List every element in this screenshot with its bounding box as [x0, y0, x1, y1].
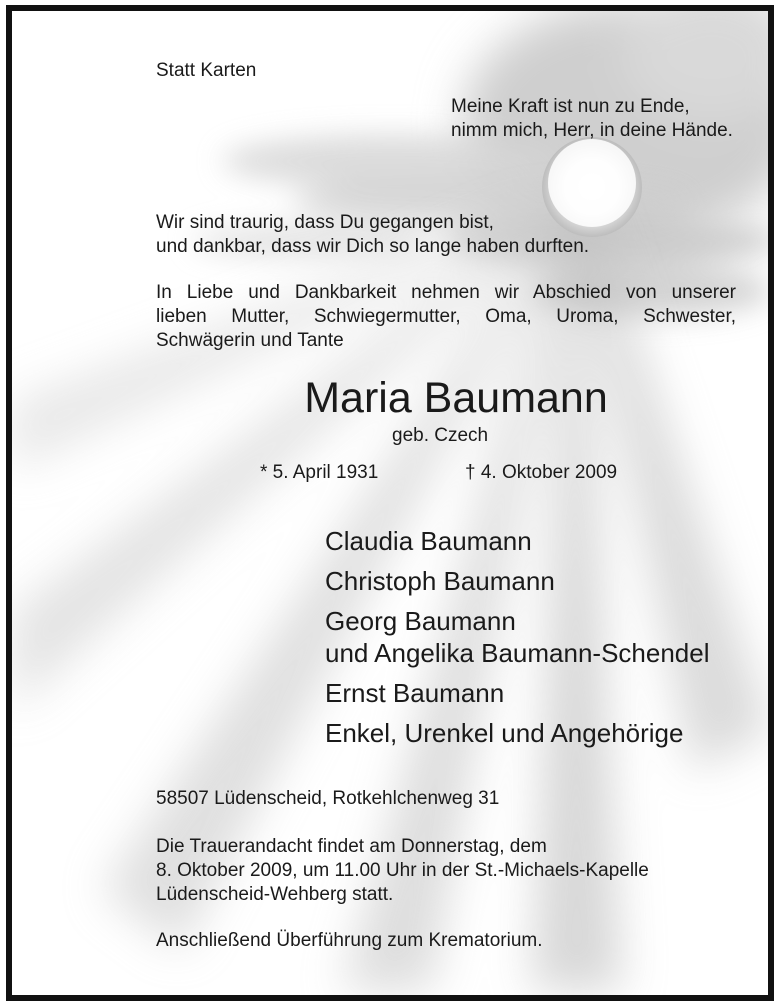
mourner-line: Christoph Baumann	[325, 566, 555, 596]
obituary-card	[6, 5, 774, 1001]
maiden-name: geb. Czech	[392, 425, 489, 446]
service-line: Die Trauerandacht findet am Donnerstag, dem	[156, 836, 547, 857]
death-date: † 4. Oktober 2009	[465, 462, 618, 483]
mourner-entry	[325, 603, 710, 672]
quote-line: nimm mich, Herr, in deine Hände.	[451, 120, 733, 141]
mourner-entry	[325, 715, 710, 752]
dedication-line: Schwägerin und Tante	[156, 330, 344, 351]
farewell-paragraph	[156, 211, 589, 259]
deceased-name: Maria Baumann	[304, 374, 608, 422]
mourner-entry	[325, 523, 710, 560]
intro-text: Statt Karten	[156, 60, 257, 81]
mourner-entry	[325, 563, 710, 600]
service-line: Lüdenscheid-Wehberg statt.	[156, 884, 394, 905]
address-text: 58507 Lüdenscheid, Rotkehlchenweg 31	[156, 788, 500, 809]
dedication-paragraph	[156, 281, 736, 353]
mourner-line: Enkel, Urenkel und Angehörige	[325, 718, 684, 748]
quote-verse	[451, 95, 733, 143]
farewell-line: und dankbar, dass wir Dich so lange haben durften.	[156, 236, 590, 257]
service-line: 8. Oktober 2009, um 11.00 Uhr in der St.-Michaels-Kapelle	[156, 860, 649, 881]
closing-text: Anschließend Überführung zum Krematorium.	[156, 930, 543, 951]
dedication-line: In Liebe und Dankbarkeit nehmen wir Abschied von unserer	[156, 282, 736, 303]
mourner-line: Ernst Baumann	[325, 678, 505, 708]
mourner-line: Claudia Baumann	[325, 526, 532, 556]
mourners-list	[325, 523, 710, 752]
mourner-line: Georg Baumann	[325, 606, 516, 636]
mourner-entry	[325, 675, 710, 712]
service-paragraph	[156, 835, 649, 907]
quote-line: Meine Kraft ist nun zu Ende,	[451, 96, 690, 117]
dedication-line: lieben Mutter, Schwiegermutter, Oma, Uroma, Schwester,	[156, 306, 736, 327]
mourner-line: und Angelika Baumann-Schendel	[325, 638, 710, 668]
farewell-line: Wir sind traurig, dass Du gegangen bist,	[156, 212, 494, 233]
birth-date: * 5. April 1931	[260, 462, 379, 483]
